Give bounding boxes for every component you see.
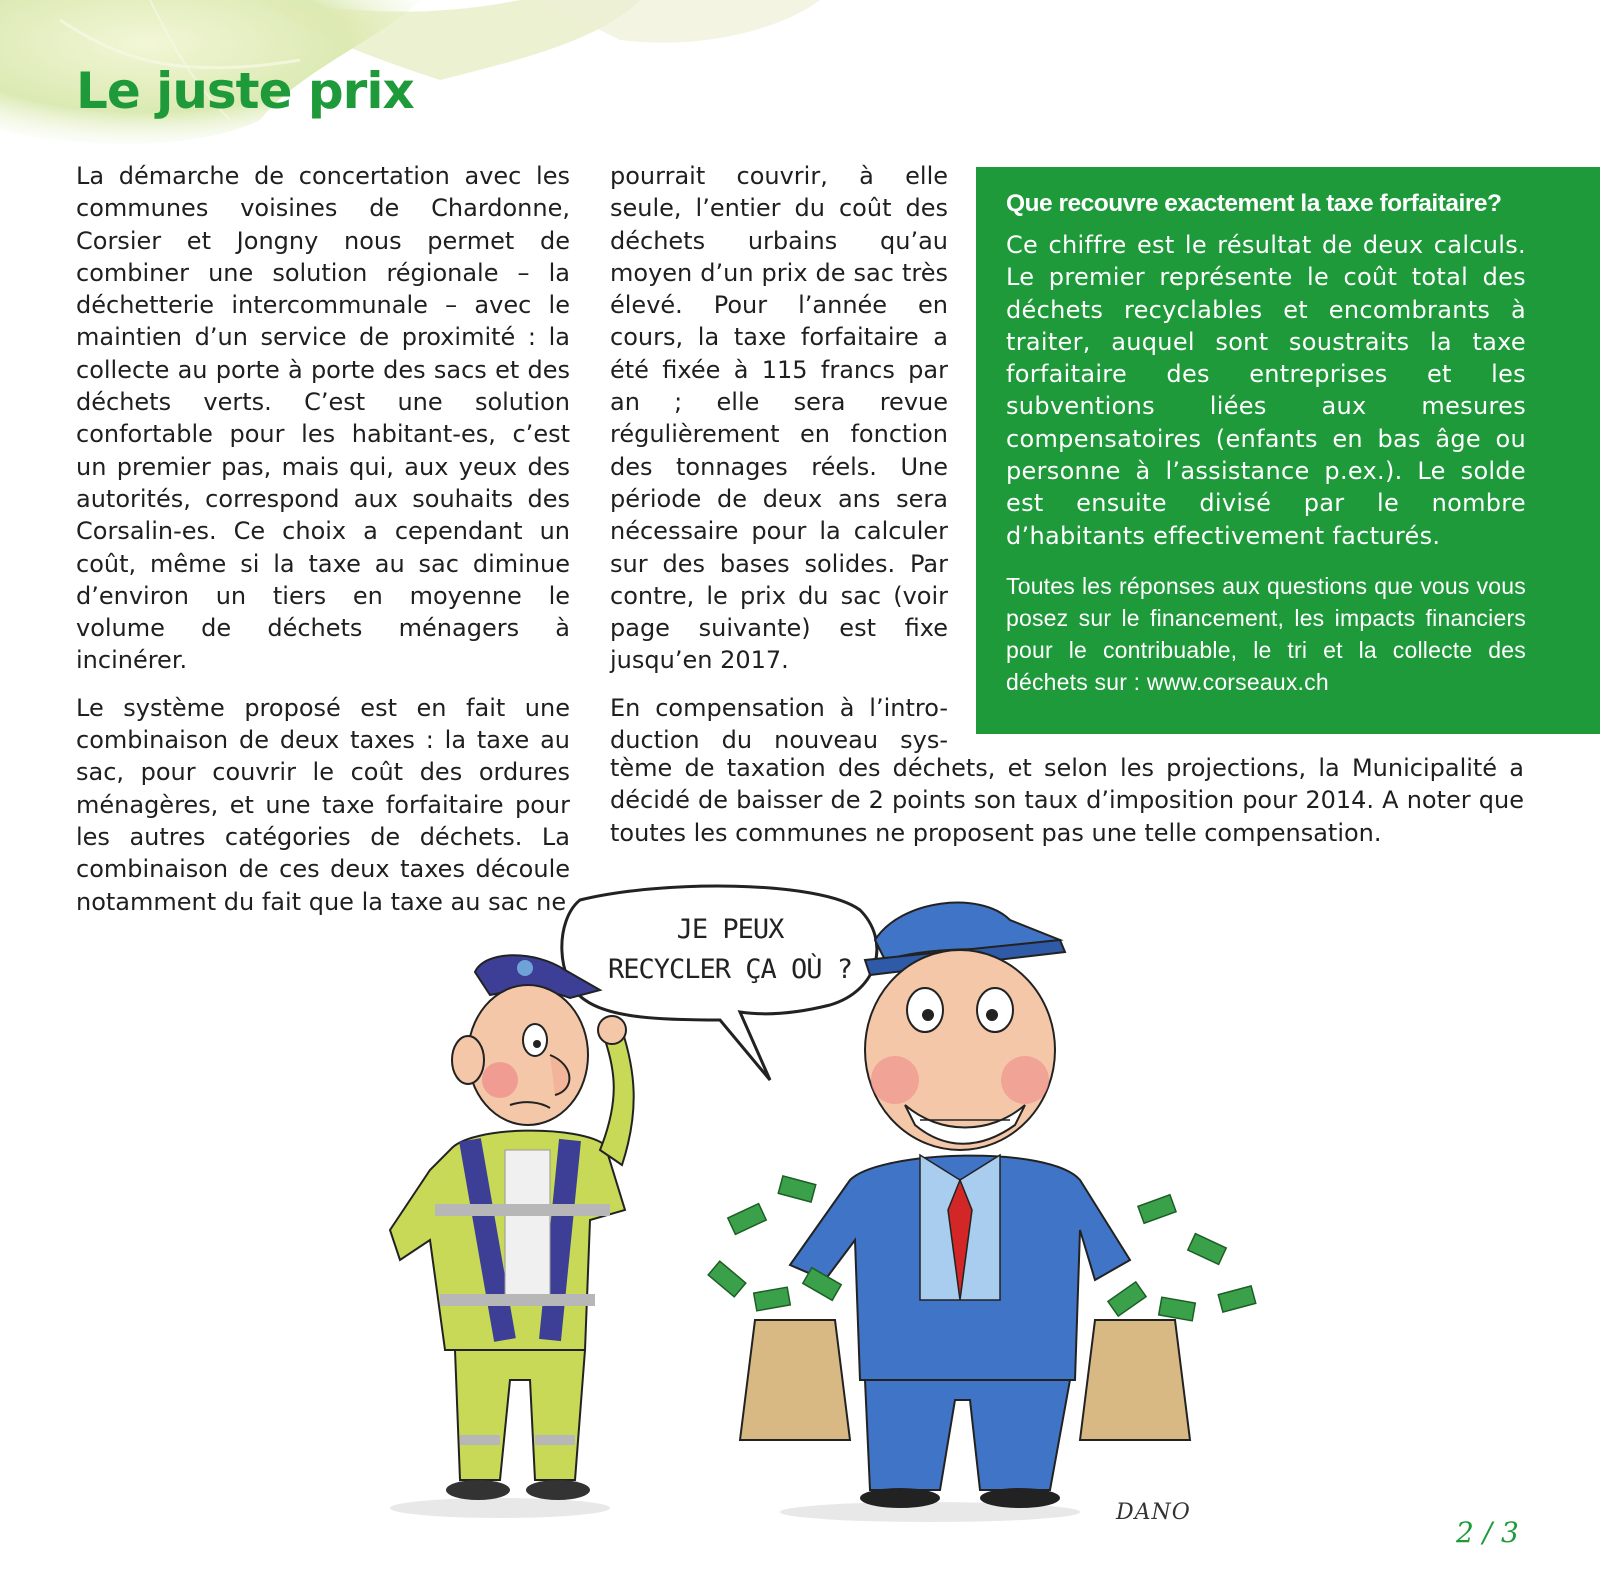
compensation-paragraph [610,752,1524,849]
info-box-body: Ce chiffre est le résultat de deux calculs. Le premier représente le coût total des déchets recyclables et encombrants à traiter, auquel sont soustraits la taxe forfaitaire des entreprises et les subventions liées aux mesures compensatoires (enfants en bas âge ou personne à l’assistance p.ex.). Le solde est ensuite divisé par le nombre d’habitants effectivement facturés. [1006,231,1526,550]
info-box [976,167,1600,734]
paragraph: Le système proposé est en fait une combinaison de deux taxes : la taxe au sac, pour couvrir le coût des ordures ménagères, et une taxe forfaitaire pour les autres catégories de déchets. La combinaison de ces deux taxes découle notamment du fait que la taxe au sac ne [76,693,570,916]
bubble-line: JE PEUX [676,914,784,945]
article-column-2 [610,160,948,756]
article-column-1 [76,160,570,918]
bubble-line: RECYCLER ÇA OÙ ? [607,954,853,985]
paragraph: pourrait couvrir, à elle seule, l’entier du coût des déchets urbains qu’au moyen d’un prix de sac très élevé. Pour l’année en cours, la taxe forfaitaire a été fixée à 115 francs par an ; elle sera revue régulièrement en fonction des tonnages réels. Une période de deux ans sera nécessaire pour la calculer sur des bases solides. Par contre, le prix du sac (voir page suivante) est fixe jusqu’en 2017. [610,162,948,675]
paragraph-line: duction du nouveau sys- [610,726,948,755]
speech-bubble-text [580,910,880,990]
info-box-heading: Que recouvre exactement la taxe forfaitaire? [1006,190,1502,217]
artist-signature: DANO [1116,1500,1191,1525]
paragraph-line: En compensation à l’intro- [610,693,948,722]
paragraph-line: tème de taxation des déchets, et selon les projections, la Municipalité a [610,754,1524,782]
paragraph: La démarche de concertation avec les communes voisines de Chardonne, Corsier et Jongny nous permet de combiner une solution régionale – la déchetterie intercommunale – avec le maintien d’un service de proximité : la collecte au porte à porte des sacs et des déchets verts. C’est une solution confortable pour les habitant-es, c’est un premier pas, mais qui, aux yeux des autorités, correspond aux souhaits des Corsalin-es. Ce choix a cependant un coût, même si la taxe au sac diminue d’environ un tiers en moyenne le volume de déchets ménagers à incinérer. [76,162,570,675]
worker-figure [390,955,634,1500]
page-number: 2 / 3 [1456,1516,1519,1549]
page-title: Le juste prix [76,62,414,120]
paragraph-line: décidé de baisser de 2 points son taux d’imposition pour 2014. A noter que [610,786,1524,815]
info-box-footer: Toutes les réponses aux questions que vous vous posez sur le financement, les impacts financiers pour le contribuable, le tri et la collecte des déchets sur : www.corseaux.ch [1006,572,1526,695]
paragraph-line: toutes les communes ne proposent pas une telle compensation. [610,818,1382,847]
